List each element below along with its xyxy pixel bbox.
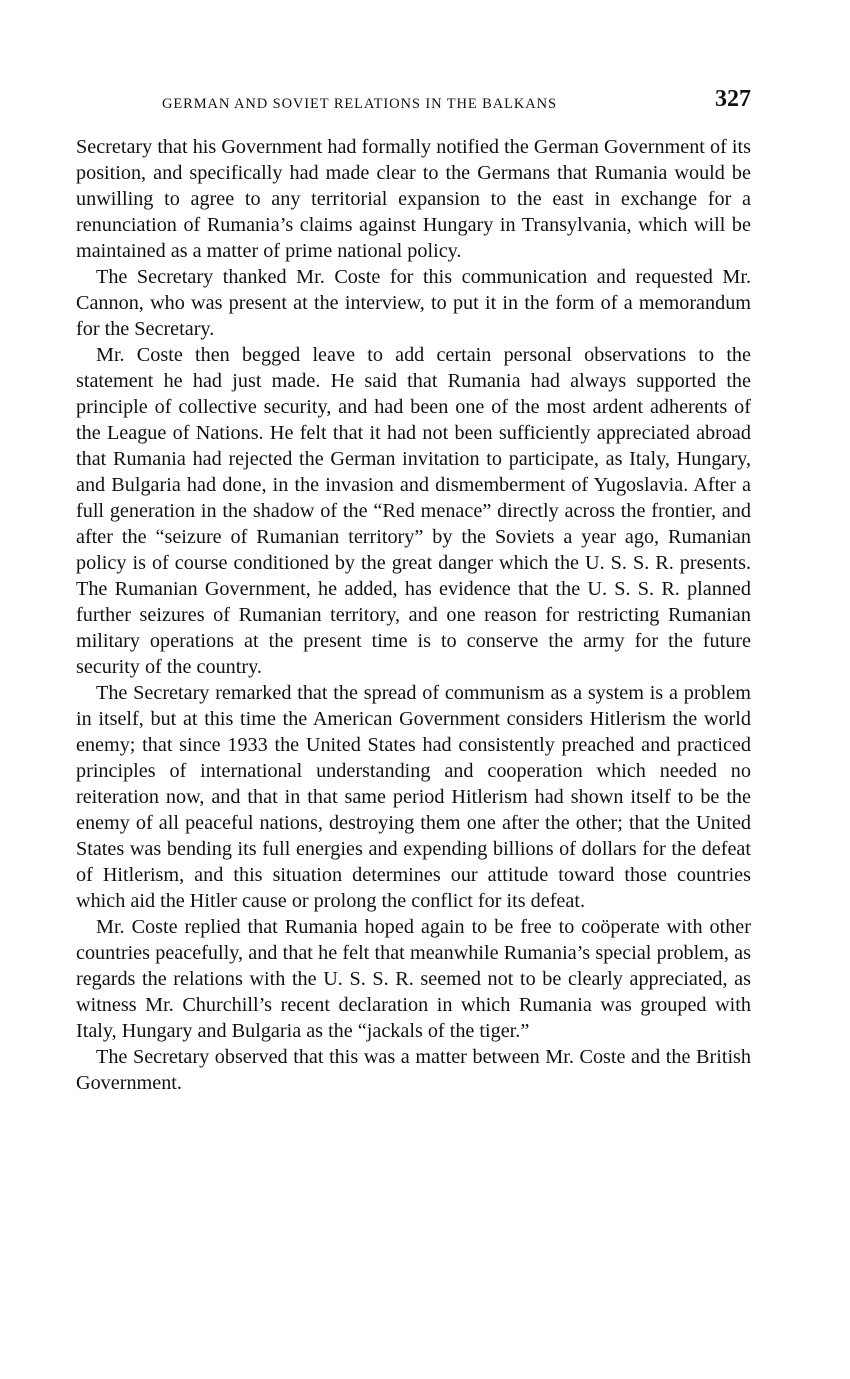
running-title: GERMAN AND SOVIET RELATIONS IN THE BALKANS: [162, 96, 557, 112]
paragraph: Mr. Coste then begged leave to add certain personal observations to the statement he had just made. He said that Rumania had always supported the principle of collective security, and had been one of the most ardent adherents of the League of Nations. He felt that it had not been sufficiently appreciated abroad that Rumania had rejected the German invitation to participate, as Italy, Hungary, and Bulgaria had done, in the invasion and dismemberment of Yugoslavia. After a full generation in the shadow of the “Red menace” directly across the frontier, and after the “seizure of Rumanian territory” by the Soviets a year ago, Rumanian policy is of course conditioned by the great danger which the U. S. S. R. presents. The Rumanian Government, he added, has evidence that the U. S. S. R. planned further seizures of Rumanian territory, and one reason for restricting Rumanian military operations at the present time is to conserve the army for the future security of the country.: [76, 344, 751, 678]
paragraph-continued: Secretary that his Government had formally notified the German Government of its position, and specifically had made clear to the Germans that Rumania would be unwilling to agree to any territorial expansion to the east in exchange for a renunciation of Rumania’s claims against Hungary in Transylvania, which will be maintained as a matter of prime national policy.: [76, 136, 751, 262]
page-number: 327: [715, 86, 751, 112]
paragraph: The Secretary thanked Mr. Coste for this communication and requested Mr. Cannon, who was present at the interview, to put it in the form of a memorandum for the Secretary.: [76, 266, 751, 340]
paragraph: The Secretary observed that this was a matter between Mr. Coste and the British Government.: [76, 1046, 751, 1094]
body-text: [76, 134, 751, 1096]
paragraph: The Secretary remarked that the spread of communism as a system is a problem in itself, but at this time the American Government considers Hitlerism the world enemy; that since 1933 the United States had consistently preached and practiced principles of international understanding and cooperation which needed no reiteration now, and that in that same period Hitlerism had shown itself to be the enemy of all peaceful nations, destroying them one after the other; that the United States was bending its full energies and expending billions of dollars for the defeat of Hitlerism, and this situation determines our attitude toward those countries which aid the Hitler cause or prolong the conflict for its defeat.: [76, 682, 751, 912]
paragraph: Mr. Coste replied that Rumania hoped again to be free to coöperate with other countries peacefully, and that he felt that meanwhile Rumania’s special problem, as regards the relations with the U. S. S. R. seemed not to be clearly appreciated, as witness Mr. Churchill’s recent declaration in which Rumania was grouped with Italy, Hungary and Bulgaria as the “jackals of the tiger.”: [76, 916, 751, 1042]
document-page: [76, 86, 751, 1096]
running-header: [76, 86, 751, 122]
